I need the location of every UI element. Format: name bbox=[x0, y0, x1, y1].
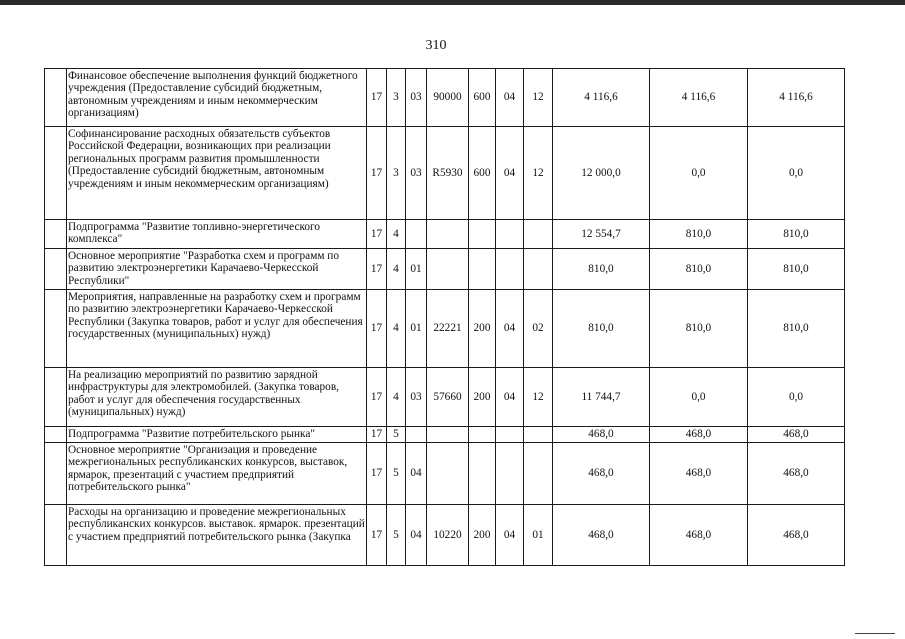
row-name-cell: Основное мероприятие "Организация и проведение межрегиональных республиканских конкурсов, выставок, ярмарок, презентаций с участием предприятий потребительского рынка" bbox=[67, 443, 367, 505]
code-ministry-cell: 17 bbox=[367, 505, 387, 566]
code-expense-type-cell bbox=[469, 220, 496, 249]
top-border-rule bbox=[0, 0, 905, 5]
code-expense-type-cell: 200 bbox=[469, 368, 496, 427]
code-subprogram-cell: 01 bbox=[406, 249, 427, 290]
row-name-cell: Расходы на организацию и проведение межрегиональных республиканских конкурсов. выставок. ярмарок. презентаций с участием предприятий потребительского рынка (Закупка bbox=[67, 505, 367, 566]
code-subprogram-cell: 04 bbox=[406, 443, 427, 505]
code-subsection-cell: 12 bbox=[524, 127, 553, 220]
code-program-cell: 4 bbox=[387, 290, 406, 368]
code-program-cell: 3 bbox=[387, 69, 406, 127]
row-margin-cell bbox=[45, 249, 67, 290]
amount-year-2-cell: 4 116,6 bbox=[650, 69, 748, 127]
amount-year-2-cell: 468,0 bbox=[650, 443, 748, 505]
table-row bbox=[45, 368, 845, 427]
code-subprogram-cell: 04 bbox=[406, 505, 427, 566]
row-name-cell: Мероприятия, направленные на разработку схем и программ по развитию электроэнергетики Карачаево-Черкесской Республики (Закупка товаров, работ и услуг для обеспечения государственных (муниципальных) нужд) bbox=[67, 290, 367, 368]
code-direction-cell: 90000 bbox=[427, 69, 469, 127]
amount-year-2-cell: 0,0 bbox=[650, 368, 748, 427]
code-section-cell bbox=[496, 427, 524, 443]
code-direction-cell bbox=[427, 220, 469, 249]
row-margin-cell bbox=[45, 505, 67, 566]
amount-year-3-cell: 4 116,6 bbox=[748, 69, 845, 127]
code-direction-cell bbox=[427, 249, 469, 290]
amount-year-3-cell: 0,0 bbox=[748, 127, 845, 220]
code-subprogram-cell bbox=[406, 427, 427, 443]
code-ministry-cell: 17 bbox=[367, 127, 387, 220]
code-ministry-cell: 17 bbox=[367, 290, 387, 368]
table-row bbox=[45, 249, 845, 290]
code-program-cell: 5 bbox=[387, 505, 406, 566]
code-program-cell: 5 bbox=[387, 443, 406, 505]
row-name-cell: Подпрограмма "Развитие топливно-энергетического комплекса" bbox=[67, 220, 367, 249]
code-subsection-cell: 12 bbox=[524, 368, 553, 427]
code-expense-type-cell: 600 bbox=[469, 127, 496, 220]
code-program-cell: 4 bbox=[387, 368, 406, 427]
amount-year-3-cell: 468,0 bbox=[748, 443, 845, 505]
code-section-cell bbox=[496, 443, 524, 505]
row-name-cell: Основное мероприятие "Разработка схем и программ по развитию электроэнергетики Карачаево-Черкесской Республики" bbox=[67, 249, 367, 290]
amount-year-3-cell: 468,0 bbox=[748, 505, 845, 566]
code-program-cell: 4 bbox=[387, 249, 406, 290]
amount-year-2-cell: 0,0 bbox=[650, 127, 748, 220]
row-margin-cell bbox=[45, 69, 67, 127]
code-expense-type-cell: 600 bbox=[469, 69, 496, 127]
code-expense-type-cell: 200 bbox=[469, 505, 496, 566]
amount-year-1-cell: 11 744,7 bbox=[553, 368, 650, 427]
amount-year-3-cell: 0,0 bbox=[748, 368, 845, 427]
code-subsection-cell: 02 bbox=[524, 290, 553, 368]
code-expense-type-cell bbox=[469, 249, 496, 290]
code-subsection-cell: 01 bbox=[524, 505, 553, 566]
amount-year-1-cell: 468,0 bbox=[553, 505, 650, 566]
code-subsection-cell bbox=[524, 427, 553, 443]
code-ministry-cell: 17 bbox=[367, 368, 387, 427]
code-subprogram-cell: 03 bbox=[406, 69, 427, 127]
code-section-cell: 04 bbox=[496, 69, 524, 127]
code-subprogram-cell: 01 bbox=[406, 290, 427, 368]
code-section-cell: 04 bbox=[496, 368, 524, 427]
table-row bbox=[45, 427, 845, 443]
page-number: 310 bbox=[425, 38, 447, 53]
row-name-cell: Подпрограмма "Развитие потребительского рынка" bbox=[67, 427, 367, 443]
code-program-cell: 3 bbox=[387, 127, 406, 220]
amount-year-1-cell: 468,0 bbox=[553, 427, 650, 443]
code-section-cell: 04 bbox=[496, 290, 524, 368]
code-section-cell bbox=[496, 249, 524, 290]
code-subsection-cell bbox=[524, 249, 553, 290]
code-ministry-cell: 17 bbox=[367, 249, 387, 290]
code-section-cell bbox=[496, 220, 524, 249]
row-margin-cell bbox=[45, 127, 67, 220]
amount-year-3-cell: 810,0 bbox=[748, 290, 845, 368]
amount-year-1-cell: 810,0 bbox=[553, 290, 650, 368]
table-row bbox=[45, 505, 845, 566]
code-direction-cell bbox=[427, 443, 469, 505]
code-program-cell: 4 bbox=[387, 220, 406, 249]
amount-year-1-cell: 810,0 bbox=[553, 249, 650, 290]
code-subsection-cell bbox=[524, 220, 553, 249]
code-expense-type-cell bbox=[469, 427, 496, 443]
row-name-cell: На реализацию мероприятий по развитию зарядной инфраструктуры для электромобилей. (Закупка товаров, работ и услуг для обеспечения государственных (муниципальных) нужд) bbox=[67, 368, 367, 427]
code-subsection-cell bbox=[524, 443, 553, 505]
row-margin-cell bbox=[45, 220, 67, 249]
code-section-cell: 04 bbox=[496, 127, 524, 220]
amount-year-3-cell: 810,0 bbox=[748, 220, 845, 249]
amount-year-3-cell: 810,0 bbox=[748, 249, 845, 290]
row-margin-cell bbox=[45, 427, 67, 443]
code-direction-cell: 10220 bbox=[427, 505, 469, 566]
row-name-cell: Софинансирование расходных обязательств субъектов Российской Федерации, возникающих при реализации региональных программ развития промышленности (Предоставление субсидий бюджетным, автономным учреждениям и иным некоммерческим организациям) bbox=[67, 127, 367, 220]
amount-year-2-cell: 468,0 bbox=[650, 505, 748, 566]
row-margin-cell bbox=[45, 368, 67, 427]
code-direction-cell: 22221 bbox=[427, 290, 469, 368]
code-subprogram-cell bbox=[406, 220, 427, 249]
table-row bbox=[45, 220, 845, 249]
code-subprogram-cell: 03 bbox=[406, 368, 427, 427]
code-subsection-cell: 12 bbox=[524, 69, 553, 127]
amount-year-2-cell: 468,0 bbox=[650, 427, 748, 443]
amount-year-2-cell: 810,0 bbox=[650, 220, 748, 249]
code-ministry-cell: 17 bbox=[367, 69, 387, 127]
code-section-cell: 04 bbox=[496, 505, 524, 566]
code-direction-cell: 57660 bbox=[427, 368, 469, 427]
row-name-cell: Финансовое обеспечение выполнения функций бюджетного учреждения (Предоставление субсидий бюджетным, автономным учреждениям и иным некоммерческим организациям) bbox=[67, 69, 367, 127]
code-expense-type-cell: 200 bbox=[469, 290, 496, 368]
code-direction-cell: R5930 bbox=[427, 127, 469, 220]
amount-year-2-cell: 810,0 bbox=[650, 249, 748, 290]
code-ministry-cell: 17 bbox=[367, 220, 387, 249]
amount-year-1-cell: 12 000,0 bbox=[553, 127, 650, 220]
code-subprogram-cell: 03 bbox=[406, 127, 427, 220]
budget-table bbox=[44, 68, 845, 566]
code-expense-type-cell bbox=[469, 443, 496, 505]
code-ministry-cell: 17 bbox=[367, 427, 387, 443]
code-program-cell: 5 bbox=[387, 427, 406, 443]
table-row bbox=[45, 443, 845, 505]
row-margin-cell bbox=[45, 443, 67, 505]
code-ministry-cell: 17 bbox=[367, 443, 387, 505]
amount-year-3-cell: 468,0 bbox=[748, 427, 845, 443]
amount-year-1-cell: 468,0 bbox=[553, 443, 650, 505]
amount-year-1-cell: 12 554,7 bbox=[553, 220, 650, 249]
table-row bbox=[45, 127, 845, 220]
code-direction-cell bbox=[427, 427, 469, 443]
table-row bbox=[45, 69, 845, 127]
amount-year-2-cell: 810,0 bbox=[650, 290, 748, 368]
amount-year-1-cell: 4 116,6 bbox=[553, 69, 650, 127]
row-margin-cell bbox=[45, 290, 67, 368]
scan-artifact-mark bbox=[855, 633, 895, 637]
table-row bbox=[45, 290, 845, 368]
